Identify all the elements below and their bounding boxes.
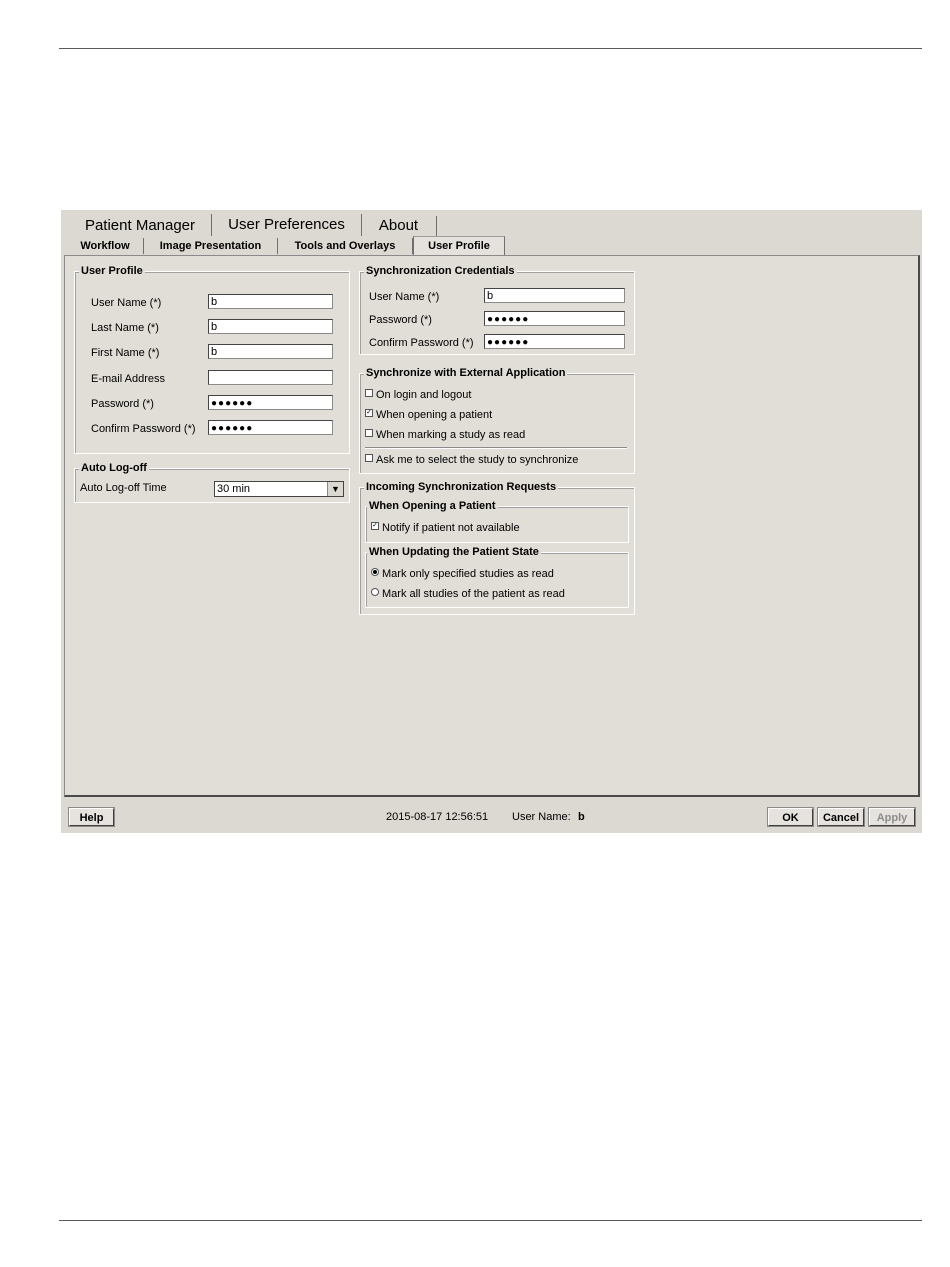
tab-user-profile[interactable]: User Profile xyxy=(413,236,505,255)
sync-credentials-group xyxy=(359,265,635,355)
auto-logoff-value: 30 min xyxy=(217,483,251,495)
tab-label: Patient Manager xyxy=(84,217,196,234)
mark-all-radio[interactable] xyxy=(371,587,565,601)
ask-select-study-checkbox[interactable] xyxy=(365,453,578,467)
when-marking-read-checkbox[interactable] xyxy=(365,428,525,442)
confirm-password-field[interactable]: ●●●●●● xyxy=(208,420,333,435)
group-title: When Opening a Patient xyxy=(369,500,496,512)
checkbox-label: On login and logout xyxy=(376,389,472,401)
last-name-label: Last Name (*) xyxy=(91,322,159,334)
sync-user-name-label: User Name (*) xyxy=(369,291,440,303)
status-user-value: b xyxy=(578,811,585,823)
sync-user-name-field[interactable]: b xyxy=(484,288,625,303)
user-profile-panel xyxy=(64,255,920,797)
page-top-rule xyxy=(59,48,922,49)
group-title: Auto Log-off xyxy=(81,462,147,474)
checkbox-label: When opening a patient xyxy=(376,409,493,421)
user-name-label: User Name (*) xyxy=(91,297,162,309)
sync-password-field[interactable]: ●●●●●● xyxy=(484,311,625,326)
checkmark-icon: ✓ xyxy=(366,409,372,416)
when-updating-state-group xyxy=(365,546,629,608)
password-label: Password (*) xyxy=(91,398,154,410)
divider xyxy=(365,447,627,449)
user-profile-group xyxy=(74,265,350,454)
tab-label: About xyxy=(378,217,419,234)
application-window xyxy=(61,210,922,833)
checkbox-label: Ask me to select the study to synchronize xyxy=(376,454,579,466)
checkbox-label: When marking a study as read xyxy=(376,429,526,441)
password-field[interactable]: ●●●●●● xyxy=(208,395,333,410)
checkbox-box xyxy=(365,454,373,462)
sync-confirm-password-field[interactable]: ●●●●●● xyxy=(484,334,625,349)
user-name-field[interactable]: b xyxy=(208,294,333,309)
tab-user-preferences[interactable] xyxy=(211,214,362,236)
cancel-button[interactable]: Cancel xyxy=(818,808,864,826)
status-datetime: 2015-08-17 12:56:51 xyxy=(386,811,489,823)
checkbox-box xyxy=(365,429,373,437)
sync-confirm-password-label: Confirm Password (*) xyxy=(369,337,474,349)
group-title: Incoming Synchronization Requests xyxy=(366,481,557,493)
last-name-field[interactable]: b xyxy=(208,319,333,334)
apply-button[interactable]: Apply xyxy=(869,808,915,826)
auto-logoff-group xyxy=(74,462,350,503)
on-login-logout-checkbox[interactable] xyxy=(365,388,471,402)
group-title: When Updating the Patient State xyxy=(369,546,539,558)
tab-about[interactable] xyxy=(361,216,437,236)
tab-image-presentation[interactable]: Image Presentation xyxy=(144,238,278,254)
ok-button[interactable]: OK xyxy=(768,808,813,826)
radio-selected-icon xyxy=(371,568,379,576)
radio-label: Mark only specified studies as read xyxy=(382,568,554,580)
tab-workflow[interactable]: Workflow xyxy=(67,238,144,254)
when-opening-patient-group xyxy=(365,500,629,543)
auto-logoff-select[interactable] xyxy=(214,481,344,497)
notify-not-available-checkbox[interactable] xyxy=(371,521,520,535)
sync-external-group xyxy=(359,367,635,474)
group-title: Synchronize with External Application xyxy=(366,367,566,379)
tab-tools-and-overlays[interactable]: Tools and Overlays xyxy=(278,238,413,254)
checkbox-box xyxy=(365,389,373,397)
sync-password-label: Password (*) xyxy=(369,314,432,326)
checkmark-icon: ✓ xyxy=(372,522,378,529)
radio-icon xyxy=(371,588,379,596)
tab-patient-manager[interactable] xyxy=(69,216,212,236)
status-user-label: User Name: xyxy=(512,811,571,823)
confirm-password-label: Confirm Password (*) xyxy=(91,423,196,435)
mark-specified-radio[interactable] xyxy=(371,567,554,581)
help-button[interactable]: Help xyxy=(69,808,114,826)
email-label: E-mail Address xyxy=(91,373,165,385)
first-name-field[interactable]: b xyxy=(208,344,333,359)
first-name-label: First Name (*) xyxy=(91,347,160,359)
when-opening-patient-checkbox[interactable] xyxy=(365,408,492,422)
auto-logoff-label: Auto Log-off Time xyxy=(80,482,167,494)
checkbox-label: Notify if patient not available xyxy=(382,522,520,534)
chevron-down-icon[interactable]: ▼ xyxy=(327,482,343,496)
email-field[interactable] xyxy=(208,370,333,385)
group-title: Synchronization Credentials xyxy=(366,265,515,277)
radio-label: Mark all studies of the patient as read xyxy=(382,588,565,600)
group-title: User Profile xyxy=(81,265,143,277)
tab-label: User Preferences xyxy=(228,216,345,233)
sub-tab-bar xyxy=(61,236,920,255)
page-bottom-rule xyxy=(59,1220,922,1221)
incoming-sync-group xyxy=(359,481,635,615)
